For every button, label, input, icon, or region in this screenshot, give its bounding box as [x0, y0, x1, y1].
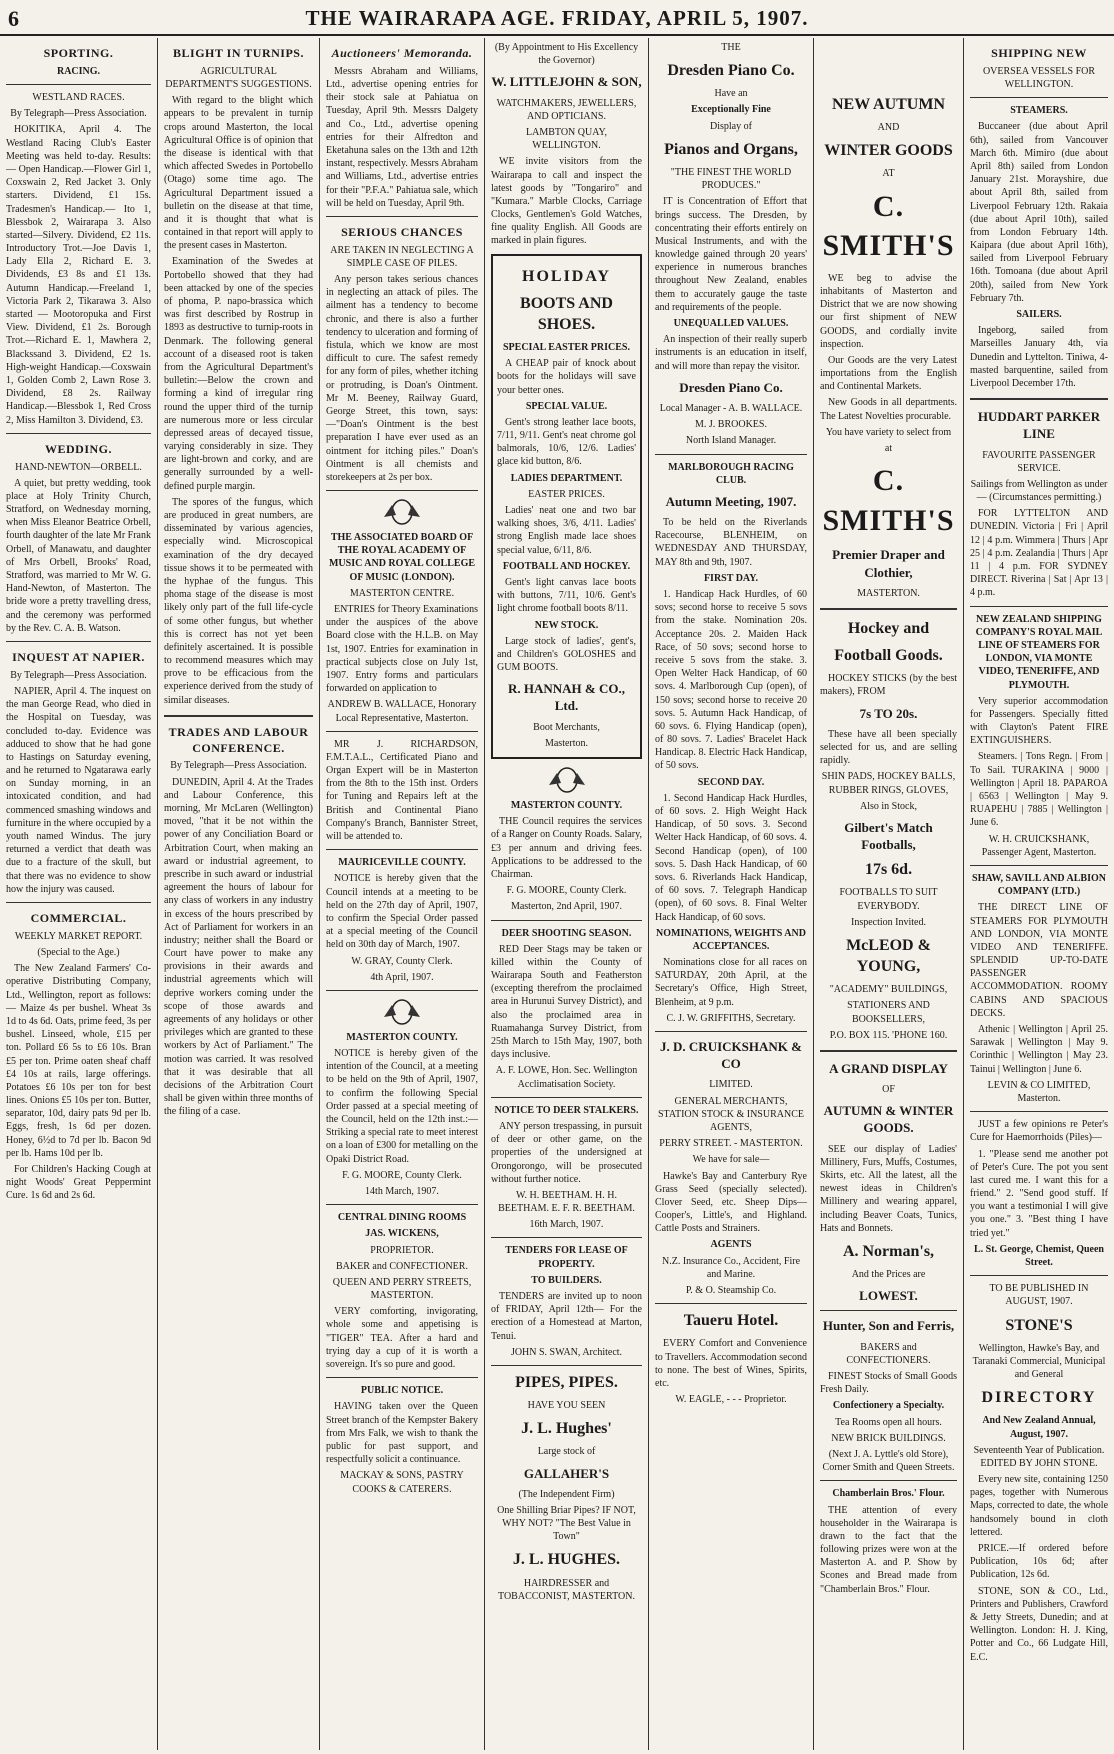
hughes-trade: HAIRDRESSER and TOBACCONIST, MASTERTON. — [498, 1577, 635, 1602]
divider — [655, 1031, 807, 1032]
shaw-heading: SHAW, SAVILL AND ALBION COMPANY (LTD.) — [972, 872, 1106, 898]
chamberlain-body: THE attention of every householder in the Wairarapa is drawn to the fact that the following prizes were won at the Masterton A. and P. Show by Scones and Bread made from "Chamberlain Bros." Flour. — [820, 1504, 957, 1595]
nz-shipping-table: Steamers. | Tons Regn. | From | To Sail. TURAKINA | 9000 | Wellington | April 18. PAPAROA | 6563 | Wellington | May 9. RUAPEHU | 7885 | Wellington | June 6. — [970, 751, 1108, 829]
central-address: QUEEN AND PERRY STREETS, MASTERTON. — [332, 1276, 472, 1302]
board-centre: MASTERTON CENTRE. — [349, 587, 455, 599]
ladies-sub: EASTER PRICES. — [528, 488, 605, 500]
hockey-body: HOCKEY STICKS (by the best makers), FROM — [820, 673, 957, 698]
winter-goods-heading: WINTER GOODS — [824, 142, 953, 160]
beetham-date: 16th March, 1907. — [529, 1219, 604, 1231]
builders-body: TENDERS are invited up to noon of FRIDAY, April 12th— For the erection of a Homestead at Marton, Tenui. — [491, 1291, 642, 1342]
divider — [655, 454, 807, 455]
newspaper-columns — [0, 38, 1114, 1750]
hockey-price: 7s TO 20s. — [859, 705, 918, 721]
hughes-name: J. L. Hughes' — [521, 1420, 612, 1438]
steamship-line: P. & O. Steamship Co. — [685, 1285, 777, 1297]
stationers: STATIONERS AND BOOKSELLERS, — [847, 1000, 930, 1025]
column-7 — [964, 38, 1114, 1750]
column-6 — [814, 38, 964, 1750]
pobox: P.O. BOX 115. 'PHONE 160. — [829, 1029, 948, 1041]
divider — [6, 84, 151, 85]
oversea-sub: OVERSEA VESSELS FOR WELLINGTON. — [982, 65, 1096, 91]
heading-serious-chances: SERIOUS CHANCES — [341, 224, 463, 239]
divider — [820, 608, 957, 610]
deer-stalkers-body: ANY person trespassing, in pursuit of deer or other game, on the properties of the undersigned at Orongorongo, will be prosecuted without further notice. — [491, 1120, 642, 1185]
new-stock-heading: NEW STOCK. — [534, 619, 599, 631]
first-day-body: 1. Handicap Hack Hurdles, of 60 sovs; second horse to receive 5 sovs from the stake. Nomination 20s. Acceptance 20s. 2. Maiden Hack Race, of 50 sovs; second horse to receive 5 sovs from the stake. 3. Open Welter Hack Handicap, of 60 sovs. 4. Marlborough Cup (open), of 150 sovs; second horse to receive 20 sovs. 5. Autumn Hack Handicap, of 60 sovs. 6. Flying Handicap (open), of 80 sovs. 7. Ladies' Bracelet Hack Handicap. 8. Electric Hack Handicap, of 50 sovs. — [655, 589, 807, 772]
inspection-body: An inspection of their really superb instruments is an education in itself, and will more than repay the visitor. — [655, 334, 807, 372]
article-blight-body-1: With regard to the blight which appears to be prevalent in turnip crops around Masterton, the local Agricultural Office is of opinion that the disease is identical with that which affected Swedes in Portobello (Otago) some time ago. The Agricultural Department issued a bulletin on the disease at that time, and it is thought that what is contained in that report will apply to the present cases in Masterton. — [164, 95, 313, 252]
board-body: ENTRIES for Theory Examinations under the auspices of the above Board close with the H.L.B. on May 1st, 1907. Entries for examination in practical subjects close on July 1st, 1907. Entry forms and particulars forwarded on application to — [326, 604, 478, 695]
smith-body-3: New Goods in all departments. The Latest Novelties procurable. — [820, 397, 957, 422]
divider — [6, 433, 151, 434]
sailings-sub: Sailings from Wellington as under— (Circumstances permitting.) — [970, 478, 1108, 504]
annual-line: And New Zealand Annual, August, 1907. — [982, 1415, 1096, 1440]
local-manager: Local Manager - A. B. WALLACE. — [659, 402, 803, 414]
smith-choose: You have variety to select from — [825, 426, 952, 438]
county-body: THE Council requires the services of a Ranger on County Roads. Salary, £3 per annum and driving fees. Applications to be addressed to the Chairman. — [491, 816, 642, 880]
confectionery: Confectionery a Specialty. — [832, 1400, 945, 1412]
article-serious-body: Any person takes serious chances in neglecting an attack of piles. The ailment has a tendency to become chronic, and there is also a further tendency to ulceration and forming of fistula, which we know are most difficult to cure. The safest remedy for any form of piles, whether itching or protruding, is Doan's Ointment. Mr M. Beeney, Railway Guard, George Street, this town, says:—"Doan's Ointment is the best preparation I have ever used as an ointment for itching piles." Doan's Ointment is all chemists and storekeepers at 2s per box. — [326, 274, 478, 483]
perry-street: PERRY STREET. - MASTERTON. — [659, 1138, 803, 1150]
shipping-heading: SHIPPING NEW — [991, 46, 1087, 60]
divider — [970, 606, 1108, 607]
article-blight-body-3: The spores of the fungus, which are produced in great numbers, are disseminated by various agencies, especially wind. Microscopical examination of the dry decayed tissue shows it to be permeated with the hyphae of the fungus. This phoma stage of the disease is most likely only part of the full life-cycle of some other fungus, but whether this is correct has not yet been definitely ascertained. It is possible to recommend measures which may prove to be efficacious from the experience derived from the study of similar diseases. — [164, 496, 313, 706]
dresden-body: IT is Concentration of Effort that brings success. The Dresden, by concentrating their efforts entirely on Musical Instruments, and with the knowledge gained through 20 years' experience in numerous branches throughout New Zealand, enables them to accurately gauge the taste and requirements of the people. — [655, 196, 807, 313]
shin-pads: SHIN PADS, HOCKEY BALLS, RUBBER RINGS, GLOVES, — [821, 771, 956, 796]
huddart-routes: FOR LYTTELTON AND DUNEDIN. Victoria | Fri | April 12 | 4 p.m. Wimmera | Thurs | Apr 25 | 4 p.m. Zealandia | Thurs | Apr 11 | 4 p.m. FOR SYDNEY DIRECT. Riverina | Sat | Apr 13 | 4 p.m. — [970, 508, 1108, 599]
heading-commercial: COMMERCIAL. — [30, 910, 127, 925]
autumn-winter: AUTUMN & WINTER GOODS. — [823, 1103, 954, 1136]
smith-body-2: Our Goods are the very Latest importations from the English and Continental Markets. — [820, 354, 957, 393]
footballs-line: FOOTBALLS TO SUIT EVERYBODY. — [839, 887, 938, 912]
divider — [970, 1275, 1108, 1276]
mauriceville-body: NOTICE is hereby given that the Council intends at a meeting to be held on the 27th day of April, 1907, to confirm the Special Order passed at a special meeting of the Council held on 30th day of March, 1907. — [326, 873, 478, 951]
nz-shipping-body: Very superior accommodation for Passengers. Specially fitted with Clayton's Patent FIRE EXTINGUISHERS. — [970, 695, 1108, 747]
deer-signature: A. F. LOWE, Hon. Sec. Wellington Acclimatisation Society. — [495, 1065, 638, 1090]
new-stock-body: Large stock of ladies', gent's, and Children's GOLOSHES and GUM BOOTS. — [497, 635, 636, 674]
easter-body: A CHEAP pair of knock about boots for the holidays will save your better ones. — [497, 358, 636, 396]
football-body: Gent's light canvas lace boots with buttons, 7/11, 10/6. Gent's light chrome football boots 8/11. — [497, 576, 636, 615]
builders-heading: TO BUILDERS. — [531, 1274, 602, 1286]
divider — [820, 1050, 957, 1052]
smith-town: MASTERTON. — [857, 587, 920, 599]
display-of: Display of — [710, 120, 752, 132]
subheading-racing: RACING. — [56, 65, 101, 77]
peter-heading: JUST a few opinions re Peter's Cure for Haemorrhoids (Piles)— — [970, 1119, 1108, 1144]
byline: By Telegraph—Press Association. — [10, 108, 147, 120]
heading-auctioneers: Auctioneers' Memoranda. — [331, 46, 473, 60]
hannah-trade: Boot Merchants, — [533, 721, 600, 733]
builders-signature: JOHN S. SWAN, Architect. — [510, 1346, 623, 1358]
hunter-trade: BAKERS and CONFECTIONERS. — [846, 1341, 931, 1366]
cruickshank-name: J. D. CRUICKSHANK & CO — [660, 1039, 802, 1072]
divider — [326, 1377, 478, 1378]
peter-body: 1. "Please send me another pot of Peter's Cure. The pot you sent last cured me. I want this for a friend." 2. "Send good stuff. If you want a testimonial I will give you one." 3. "Best thing I have tried yet." — [970, 1148, 1108, 1239]
commercial-subheading: WEEKLY MARKET REPORT. — [14, 930, 143, 942]
divider — [6, 641, 151, 642]
nominations-heading: NOMINATIONS, WEIGHTS AND ACCEPTANCES. — [656, 927, 806, 952]
stones-body: Every new site, containing 1250 pages, together with Numerous Maps, corrected to date, the whole handsomely bound in cloth lettered. — [970, 1474, 1109, 1538]
taueru-heading: Taueru Hotel. — [683, 1312, 779, 1330]
steamers-heading: STEAMERS. — [1010, 105, 1068, 117]
divider — [491, 920, 642, 921]
dresden-name-2: Dresden Piano Co. — [679, 379, 783, 395]
stones-sub: Wellington, Hawke's Bay, and Taranaki Commercial, Municipal and General — [972, 1342, 1106, 1381]
column-5 — [649, 38, 814, 1750]
nz-shipping-heading: NEW ZEALAND SHIPPING COMPANY'S ROYAL MAIL LINE OF STEAMERS FOR LONDON, VIA MONTE VIDEO, TENERIFFE, AND PLYMOUTH. — [975, 613, 1103, 691]
beetham-signature: W. H. BEETHAM. H. H. BEETHAM. E. F. R. BEETHAM. — [498, 1189, 635, 1215]
article-blight-body-2: Examination of the Swedes at Portobello showed that they had been attacked by one of the species of phoma, P. napo-brassica which was first described by Rostrup in 1893 as destructive to turnip-roots in Denmark. The following general account of a diseased root is taken from the Agricultural Department's bulletin:—Below the crown and forming a kind of irregular ring round the upper third of the turnip are numerous more or less circular depressed areas of decayed tissue, varying considerably in size. They are light-brown and corky, and are generally surrounded by a well-defined purple margin. — [164, 256, 313, 492]
divider — [970, 97, 1108, 98]
public-notice-signature: MACKAY & SONS, PASTRY COOKS & CATERERS. — [340, 1470, 464, 1495]
royal-crest-icon — [543, 765, 591, 795]
central-trade: BAKER and CONFECTIONER. — [336, 1260, 468, 1272]
divider — [326, 216, 478, 217]
dresden-name: Dresden Piano Co. — [667, 62, 795, 80]
gallaher-name: GALLAHER'S — [523, 1465, 610, 1481]
csmith-logo: C. SMITH'S — [822, 189, 955, 263]
central-dining-heading: CENTRAL DINING ROOMS — [337, 1212, 467, 1224]
and-label: AND — [877, 122, 900, 134]
cruickshank-ltd: LIMITED. — [709, 1079, 753, 1091]
byline: By Telegraph—Press Association. — [10, 669, 147, 681]
column-2 — [158, 38, 320, 1750]
stgeorge-chemist: L. St. George, Chemist, Queen Street. — [974, 1243, 1104, 1269]
masterton-county-date: 14th March, 1907. — [365, 1185, 439, 1197]
new-brick-address: (Next J. A. Lyttle's old Store), Corner Smith and Queen Streets. — [822, 1448, 955, 1474]
ladies-heading: LADIES DEPARTMENT. — [510, 472, 623, 484]
gilbert-price: 17s 6d. — [864, 861, 913, 879]
county-heading: MASTERTON COUNTY. — [510, 800, 623, 812]
for-sale: We have for sale— — [692, 1154, 770, 1166]
masthead — [0, 0, 1114, 36]
article-commercial-tail: For Children's Hacking Cough at night Woods' Great Peppermint Cure. 1s 6d and 2s 6d. — [6, 1164, 151, 1202]
divider — [970, 1111, 1108, 1112]
wedding-subheading: HAND-NEWTON—ORBELL. — [15, 461, 142, 473]
hughes-name-2: J. L. HUGHES. — [512, 1551, 621, 1569]
pipes-heading: PIPES, PIPES. — [515, 1373, 618, 1391]
hannah-town: Masterton. — [544, 737, 589, 749]
divider — [491, 1365, 642, 1366]
county-date: Masterton, 2nd April, 1907. — [510, 901, 623, 913]
brookes-name: M. J. BROOKES. — [695, 419, 767, 431]
appointment-line: (By Appointment to His Excellency the Governor) — [494, 42, 639, 67]
tiger-tea-ad: VERY comforting, invigorating, whole some and appetising is "TIGER" TEA. After a hard and trying day a cup of it is worth a sovereign. It's so pure and good. — [326, 1306, 478, 1371]
littlejohn-trade: WATCHMAKERS, JEWELLERS, AND OPTICIANS. — [496, 97, 637, 122]
exceptional: Exceptionally Fine — [691, 104, 771, 116]
divider — [655, 1303, 807, 1304]
divider — [6, 902, 151, 903]
at-label: AT — [882, 168, 895, 180]
column-3 — [320, 38, 485, 1750]
holiday-heading: HOLIDAY — [522, 267, 611, 285]
central-name: JAS. WICKENS, — [365, 1228, 439, 1240]
article-trades-body: DUNEDIN, April 4. At the Trades and Labour Conference, this morning, Mr McLaren (Wellington) moved, "that it be not within the power of any Conciliation Board or Arbitration Court, when making an award or industrial agreement, to prescribe in such award or industrial agreement the hours of labour for any class of workers in any industry in excess of the hours prescribed by Act of Parliament for workers in an industry; neither shall the Board or Court have power to make any provisions in their awards and industrial agreements which will deprive workers coming under the scope of those awards and agreements of any holidays or other privileges which are granted to these workers by Act of Parliament." The motion was carried. It was resolved that it was desirable that all decisions of the Arbitration Court shall be given within three months of the filing of a case. — [164, 776, 313, 1118]
article-commercial-body: The New Zealand Farmers' Co-operative Distributing Company, Ltd., Wellington, report as follows:— Maize 4s per bushel. Wheat 3s 1d to 4s 6d. Oats, prime feed, 3s per bushel. Linseed, whole, £15 per ton. Pollard £6 5s to £6 10s. Bran £5 per ton. Prime oaten sheaf chaff £4 10s at rails, large offerings. Potatoes £6 10s per ton for best lines. Onions £5 10s per ton. Butter, separator, 10d, dairy pats 9d per lb. Eggs, fresh, 1s 6d per dozen. Honey, 6½d to 7d per lb. Bacon 9d per lb. Hams 10d per lb. — [6, 963, 151, 1159]
column-1 — [0, 38, 158, 1750]
article-inquest-body: NAPIER, April 4. The inquest on the man George Read, who died in the Hospital on Tuesday, was concluded to-day. Evidence was adduced to show that he had gone to Hastings on Saturday evening, and he returned to Ngatarawa early on Sunday morning, in an intoxicated condition, and had commenced smashing windows and furniture in the where occupied by a youth named Windus. The jury returned a verdict that death was due to a fracture of the skull, but that there was no evidence to show how the injury was caused. — [6, 685, 151, 895]
divider — [326, 1204, 478, 1205]
steamers-body: Buccaneer (due about April 6th), sailed from Vancouver March 6th. Mimiro (due about April 8th) sailed from London January 21st. Morayshire, due about April 8th, sailed from Liverpool February 12th. Rakaia (due about April 10th), sailed from London February 14th. Kaipara (due about April 16th), sailed from Liverpool February 16th. Tomoana (due about April 20th), sailed from New York February 7th. — [970, 121, 1108, 304]
hannah-ad — [491, 254, 642, 759]
heading-wedding: WEDDING. — [44, 441, 112, 456]
also-stock: Also in Stock, — [860, 800, 917, 812]
prices-are: And the Prices are — [851, 1269, 926, 1281]
autumn-meeting: Autumn Meeting, 1907. — [665, 493, 797, 509]
favourite-sub: FAVOURITE PASSENGER SERVICE. — [982, 449, 1096, 474]
gilbert-heading: Gilbert's Match Footballs, — [844, 819, 933, 853]
hunter-body: FINEST Stocks of Small Goods Fresh Daily. — [820, 1371, 957, 1396]
csmith-logo-2: C. SMITH'S — [822, 464, 955, 537]
directory-heading: DIRECTORY — [981, 1389, 1097, 1407]
hughes-stock: Large stock of — [537, 1446, 596, 1458]
page-number: 6 — [8, 6, 19, 31]
divider — [326, 849, 478, 850]
sailers-body: Ingeborg, sailed from Marseilles January 4th, via Dunedin and Lyttelton. Tiniwa, 4-masted barquentine, sailed from Liverpool December 17th. — [970, 325, 1108, 389]
serious-subheading: ARE TAKEN IN NEGLECTING A SIMPLE CASE OF PILES. — [330, 244, 474, 269]
new-autumn-heading: NEW AUTUMN — [831, 96, 946, 113]
article-wedding-body: A quiet, but pretty wedding, took place at Holy Trinity Church, Stratford, on Wednesday morning, when Miss Eleanor Beatrice Orbell, fourth daughter of the late Mr Frank Orbell, of Manawatu, and daughter of Mrs Orbell, Brooks' Road, Stratford, was married to Mr W. G. Hand-Newton, of Masterton. The bride wore a pretty travelling dress, and the ceremony was performed by the Rev. C. A. B. Watson. — [6, 477, 151, 634]
nominations-signature: C. J. W. GRIFFITHS, Secretary. — [666, 1012, 796, 1024]
second-day: SECOND DAY. — [697, 776, 765, 788]
divider — [326, 731, 478, 732]
ladies-body: Ladies' neat one and two bar walking shoes, 3/6, 4/11. Ladies' strong English made lace shoes special value, 6/11, 8/6. — [497, 505, 636, 556]
norman-body: SEE our display of Ladies' Millinery, Furs, Muffs, Costumes, Skirts, etc. All the latest, all the newest ideas in Children's Millinery and wearing apparel, including Beaver Coats, Tunics, Hats and Bonnets. — [820, 1143, 957, 1234]
lease-heading: TENDERS FOR LEASE OF PROPERTY. — [505, 1245, 628, 1270]
masterton-county-body: NOTICE is hereby given of the intention of the Council, at a meeting to be held on the 9th of April, 1907, to confirm the following Special Order passed at a special meeting of the Council, held on the 12th inst.:— Striking a special rate to meet interest on a loan of £300 for metalling on the Opaki District Road. — [326, 1048, 478, 1165]
special-value-heading: SPECIAL VALUE. — [525, 400, 608, 412]
divider — [820, 1310, 957, 1311]
column-4 — [485, 38, 649, 1750]
levin-agent: LEVIN & CO LIMITED, Masterton. — [987, 1079, 1091, 1104]
nominations-body: Nominations close for all races on SATURDAY, 20th April, at the Secretary's Office, High Street, Blenheim, at 9 p.m. — [655, 957, 807, 1008]
autumn-body: To be held on the Riverlands Racecourse, BLENHEIM, on WEDNESDAY AND THURSDAY, MAY 8th and 9th, 1907. — [655, 517, 807, 568]
stones-price: PRICE.—If ordered before Publication, 10s 6d; after Publication, 12s 6d. — [970, 1543, 1108, 1581]
tearooms: Tea Rooms open all hours. — [835, 1416, 942, 1428]
norman-name: A. Norman's, — [842, 1242, 935, 1260]
inspection-invited: Inspection Invited. — [851, 916, 926, 928]
new-brick: NEW BRICK BUILDINGS. — [831, 1432, 946, 1444]
shaw-body: THE DIRECT LINE OF STEAMERS FOR PLYMOUTH AND LONDON, VIA MONTE VIDEO AND TENERIFFE. SPLENDID UP-TO-DATE PASSENGER ACCOMMODATION. ROOMY CABINS AND SPACIOUS DECKS. — [970, 902, 1108, 1019]
boots-heading: BOOTS AND SHOES. — [520, 294, 613, 333]
public-notice-heading: PUBLIC NOTICE. — [360, 1385, 444, 1397]
central-proprietor: PROPRIETOR. — [370, 1244, 434, 1256]
published-line: TO BE PUBLISHED IN AUGUST, 1907. — [989, 1283, 1089, 1308]
hockey-body-2: These have all been specially selected for us, and are selling rapidly. — [820, 728, 957, 767]
divider — [491, 1097, 642, 1098]
littlejohn-body: WE invite visitors from the Wairarapa to call and inspect the latest goods by "Tongariro" and "Kumara." Marble Clocks, Carriage Clocks, Gentlemen's Gold Watches, fine quality English. All Goods are marked in plain figures. — [491, 156, 642, 247]
newspaper-title: THE WAIRARAPA AGE. FRIDAY, APRIL 5, 1907. — [305, 6, 809, 30]
unequalled-values: UNEQUALLED VALUES. — [673, 318, 789, 330]
cruickshank-agent: W. H. CRUICKSHANK, Passenger Agent, Masterton. — [981, 833, 1097, 858]
have-an: Have an — [714, 88, 748, 100]
hockey-heading: Hockey and — [847, 619, 930, 637]
richardson-ad: MR J. RICHARDSON, F.M.T.A.L., Certificated Piano and Organ Expert will be in Masterton from the 8th to the 15th inst. Orders for Tuning and Repairs left at the British and Continental Piano Company's Branch, Bannister Street, will be attended to. — [326, 738, 478, 843]
board-heading: THE ASSOCIATED BOARD OF THE ROYAL ACADEMY OF MUSIC AND ROYAL COLLEGE OF MUSIC (LONDON). — [328, 532, 476, 583]
divider — [820, 1480, 957, 1481]
divider — [326, 990, 478, 991]
pipes-sub: HAVE YOU SEEN — [527, 1400, 606, 1412]
easter-prices: SPECIAL EASTER PRICES. — [503, 341, 630, 353]
special-value-body: Gent's strong leather lace boots, 7/11, 9/11. Gent's neat chrome gol balmorals, 10/6, 12/6. Ladies' glace kid button, 8/6. — [497, 416, 636, 468]
blight-subheading: AGRICULTURAL DEPARTMENT'S SUGGESTIONS. — [165, 65, 312, 91]
cruickshank-trade: GENERAL MERCHANTS, STATION STOCK & INSURANCE AGENTS, — [658, 1095, 804, 1133]
mcleod-name: McLEOD & YOUNG, — [846, 936, 931, 976]
stones-company: STONE, SON & CO., Ltd., Printers and Publishers, Crawford & Jetty Streets, Dunedin; and at Wellington. London: H. J. King, Potter and Co., 66 Ludgate Hill, E.C. — [970, 1585, 1108, 1663]
masterton-county-signature: F. G. MOORE, County Clerk. — [342, 1169, 462, 1181]
huddart-heading: HUDDART PARKER LINE — [977, 409, 1101, 442]
lowest: LOWEST. — [859, 1288, 918, 1304]
football-heading: FOOTBALL AND HOCKEY. — [502, 560, 631, 572]
stones-heading: STONE'S — [1005, 1316, 1073, 1334]
academy: "ACADEMY" BUILDINGS, — [829, 984, 948, 996]
mauriceville-heading: MAURICEVILLE COUNTY. — [338, 857, 466, 869]
taueru-signature: W. EAGLE, - - - Proprietor. — [675, 1394, 787, 1406]
commercial-special: (Special to the Age.) — [37, 947, 120, 958]
heading-blight: BLIGHT IN TURNIPS. — [173, 46, 304, 60]
deer-stalkers-heading: NOTICE TO DEER STALKERS. — [494, 1104, 639, 1116]
for-sale-body: Hawke's Bay and Canterbury Rye Grass Seed (specially selected). Clover Seed, etc. Sheep Dips—Cooper's, Little's, and Highland. Cattle Posts and Strainers. — [655, 1170, 807, 1235]
divider — [164, 715, 313, 717]
shaw-table: Athenic | Wellington | April 25. Sarawak | Wellington | May 9. Corinthic | Wellington | May 23. Tainui | Wellington | June 6. — [970, 1024, 1108, 1075]
heading-trades-labour: TRADES AND LABOUR CONFERENCE. — [168, 724, 309, 755]
football-goods-heading: Football Goods. — [834, 647, 943, 665]
grand-display: A GRAND DISPLAY — [829, 1060, 948, 1076]
the-label: THE — [721, 42, 741, 53]
marlborough-heading: MARLBOROUGH RACING CLUB. — [668, 461, 794, 486]
mauriceville-date: 4th April, 1907. — [370, 971, 434, 983]
of-label: OF — [882, 1084, 895, 1096]
littlejohn-name: W. LITTLEJOHN & SON, — [491, 74, 642, 90]
divider — [326, 490, 478, 491]
at-label-2: at — [884, 443, 893, 455]
article-auctioneers-body: Messrs Abraham and Williams, Ltd., advertise opening entries for their stock sale at Pahiatua on Tuesday, April 9th. Messrs Dalgety and Co., Ltd., advertise opening entries for their Alfredton and Eketahuna sales on the 13th and 12th instant, respectively. Messrs Abraham and Williams, Ltd., advertise entries for their "P.F.A." Pahiatua sale, which will be held on Tuesday, April 9th. — [326, 65, 478, 209]
finest-line: "THE FINEST THE WORLD PRODUCES." — [670, 166, 792, 192]
edition-line: Seventeenth Year of Publication. EDITED BY JOHN STONE. — [973, 1444, 1105, 1469]
divider — [970, 865, 1108, 866]
heading-inquest: INQUEST AT NAPIER. — [12, 649, 145, 664]
county-signature: F. G. MOORE, County Clerk. — [506, 885, 627, 897]
board-signature: ANDREW B. WALLACE, Honorary Local Representative, Masterton. — [327, 699, 477, 724]
taueru-body: EVERY Comfort and Convenience to Travellers. Accommodation second to none. The best of Wines, Spirits, etc. — [655, 1338, 807, 1389]
chamberlain-heading: Chamberlain Bros.' Flour. — [832, 1488, 945, 1500]
divider — [970, 398, 1108, 400]
heading-sporting: SPORTING. — [43, 46, 114, 60]
byline: By Telegraph—Press Association. — [170, 760, 307, 772]
pianos-heading: Pianos and Organs, — [664, 140, 798, 158]
north-manager: North Island Manager. — [685, 435, 777, 447]
royal-crest-icon — [378, 497, 426, 527]
gallaher-sub: (The Independent Firm) — [518, 1488, 615, 1500]
agents-heading: AGENTS — [710, 1239, 752, 1251]
hannah-name: R. HANNAH & CO., Ltd. — [508, 681, 625, 714]
mauriceville-signature: W. GRAY, County Clerk. — [351, 955, 453, 967]
briar-line: One Shilling Briar Pipes? IF NOT, WHY NOT? "The Best Value in Town" — [497, 1504, 636, 1543]
royal-crest-icon — [378, 997, 426, 1027]
article-westland-body: HOKITIKA, April 4. The Westland Racing Club's Easter Meeting was held to-day. Results:— Open Handicap.—Flower Girl 1, Coxswain 2, Red Jacket 3. Only starters. Dividend, £1 15s. Tradesmen's Handicap.— Ito 1, Blessbok 2, Wairarapa 3. Also started—Silvery. Dividend, £2 11s. Introductory Trot.—Joe Davis 1, Lady Ella 2, Richard E. 3. Dividends, £3 8s and £1 13s. Autumn Handicap.—Freeland 1, Victoria Park 2, Tikarawa 3. Also started — Mootoropuka and First View. Dividend, £1 2s. Borough Trot.—Richard E. 1, Mawhera 2, Blackssand 3. Dividend, £2 1s. High-weight Handicap.—Coxswain 1, Golden Comb 2, Lawn Rose 3. Dividend, £8 2s. Railway Handicap.—Blessbok 1, Red Cross 2, Miss Hamilton 3. Dividend, £3. — [6, 124, 151, 426]
smith-body: WE beg to advise the inhabitants of Masterton and District that we are now showing our first shipment of NEW GOODS, and cordially invite inspection. — [820, 272, 957, 350]
second-day-body: 1. Second Handicap Hack Hurdles, of 60 sovs. 2. High Weight Hack Handicap, of 50 sovs. 3. Second Welter Hack Handicap, of 60 sovs. 4. Second Handicap (open), of 100 sovs. 5. Dash Hack Handicap, of 60 sovs. 6. Riverlands Hack Handicap, of 60 sovs. 7. Telegraph Handicap (open), of 60 sovs. 8. Final Welter Hack Handicap, of 60 sovs. — [655, 792, 807, 923]
deer-body: RED Deer Stags may be taken or killed within the County of Wairarapa South and Featherston (excepting therefrom the proclaimed area in Hurunui Survey District), and also the proclaimed area in Ruamahanga Survey District, from 25th March to 15th May, 1907, both days inclusive. — [491, 943, 642, 1061]
heading-westland-races: WESTLAND RACES. — [32, 92, 125, 104]
premier-draper: Premier Draper and Clothier, — [832, 547, 945, 580]
littlejohn-address: LAMBTON QUAY, WELLINGTON. — [526, 126, 607, 152]
public-notice-body: HAVING taken over the Queen Street branch of the Kempster Bakery from Mrs Falk, we wish to thank the public for past support, and respectfully solicit a continuance. — [326, 1401, 478, 1466]
masterton-county-heading: MASTERTON COUNTY. — [346, 1031, 458, 1043]
first-day: FIRST DAY. — [703, 572, 759, 584]
hunter-name: Hunter, Son and Ferris, — [822, 1318, 955, 1334]
deer-heading: DEER SHOOTING SEASON. — [501, 927, 632, 939]
agents-body: N.Z. Insurance Co., Accident, Fire and Marine. — [661, 1255, 801, 1280]
sailers-heading: SAILERS. — [1016, 309, 1062, 321]
divider — [491, 1237, 642, 1238]
